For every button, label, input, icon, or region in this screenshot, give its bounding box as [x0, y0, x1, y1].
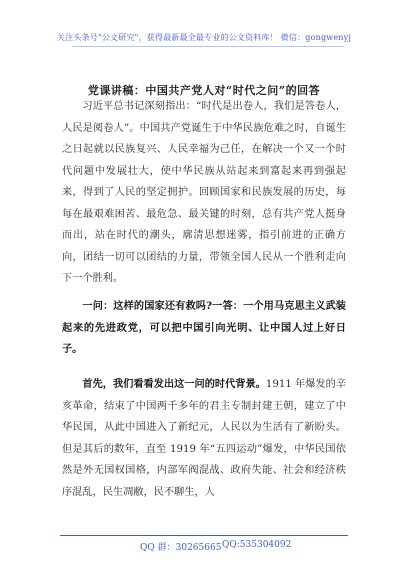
paragraph-3-lead: 首先，我们看看发出这一问的时代背景。 — [82, 378, 266, 390]
footer-qq-contact: QQ:535304092 — [222, 540, 292, 550]
paragraph-3 — [62, 374, 346, 503]
footer-qq-group: QQ 群：30265665 — [140, 543, 222, 553]
header-divider — [72, 46, 344, 47]
page-header: 关注头条号"公文研究"，获得最新最全最专业的公文资料库！ 微信：gongwenyj — [56, 33, 352, 42]
document-title: 党课讲稿：中国共产党人对“时代之问”的回答 — [87, 84, 321, 97]
paragraph-3-body: 1911 年爆发的辛亥革命，结束了中国两千多年的君主专制封建王朝，建立了中华民国，从此中国进入了新纪元，人民以为生活有了新盼头。但是其后的数年，直至 1919 年“五四运动”爆发，中华民国依然是外无国权国格，内部军阀混战、政府失能、社会和经济秩序混乱，民生凋敝，民不聊生，人 — [62, 379, 347, 498]
paragraph-1: 习近平总书记深刻指出：“时代是出卷人，我们是答卷人，人民是阅卷人”。中国共产党诞生于中华民族危难之时，自诞生之日起就以民族复兴、人民幸福为己任，在解决一个又一个时代问题中发展壮大，使中华民族从站起来到富起来再到强起来，得到了人民的坚定拥护。回顾国家和民族发展的历史，每每在最艰难困苦、最危急、最关键的时刻，总有共产党人挺身而出，站在时代的潮头，廓清思想迷雾，指引前进的正确方向，团结一切可以团结的力量，带领全国人民从一个胜利走向下一个胜利。 — [62, 101, 346, 284]
paragraph-2: 一问：这样的国家还有救吗?一答：一个用马克思主义武装起来的先进政党，可以把中国引向光明、让中国人过上好日子。 — [62, 300, 346, 355]
footer-divider — [60, 535, 348, 536]
